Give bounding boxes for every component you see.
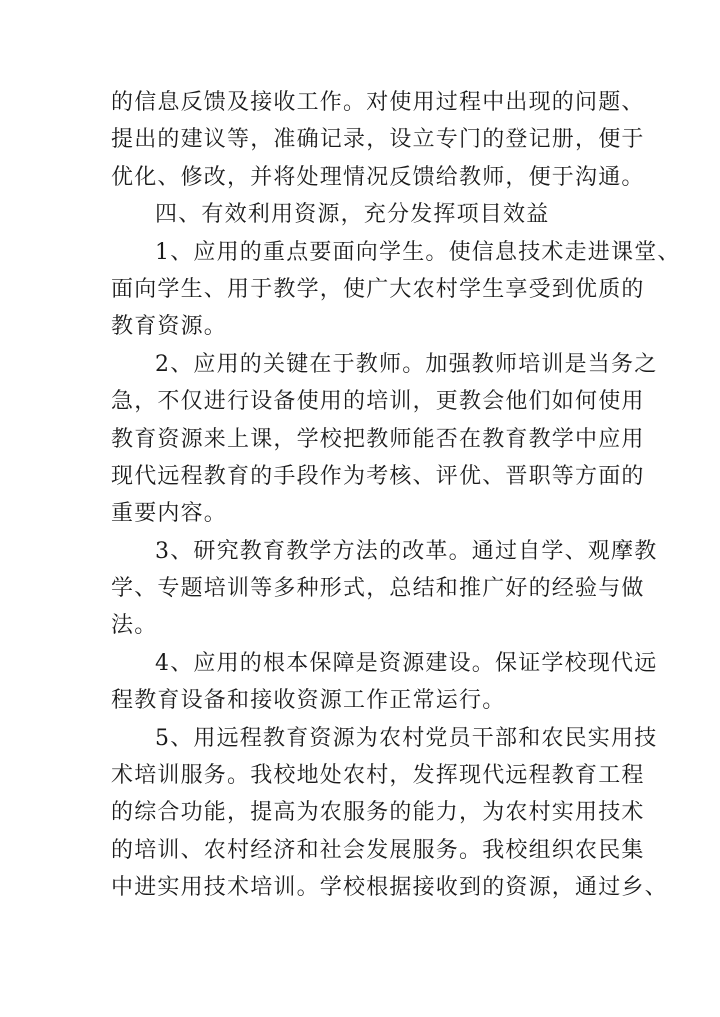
text-line: 的信息反馈及接收工作。对使用过程中出现的问题、 bbox=[111, 90, 645, 115]
text-line: 中进实用技术培训。学校根据接收到的资源，通过乡、 bbox=[111, 875, 668, 901]
text-line: 优化、修改，并将处理情况反馈给教师，便于沟通。 bbox=[111, 164, 645, 190]
text-line: 4、应用的根本保障是资源建设。保证学校现代远 bbox=[155, 650, 658, 676]
text-line: 提出的建议等，准确记录，设立专门的登记册，便于 bbox=[111, 127, 645, 153]
text-line: 重要内容。 bbox=[111, 501, 228, 527]
text-line: 面向学生、用于教学，使广大农村学生享受到优质的 bbox=[111, 276, 645, 302]
text-line: 学、专题培训等多种形式，总结和推广好的经验与做 bbox=[111, 576, 645, 602]
text-line: 的综合功能，提高为农服务的能力，为农村实用技术 bbox=[111, 800, 645, 826]
text-line: 2、应用的关键在于教师。加强教师培训是当务之 bbox=[155, 351, 658, 377]
text-line: 现代远程教育的手段作为考核、评优、晋职等方面的 bbox=[111, 463, 645, 489]
text-line: 术培训服务。我校地处农村，发挥现代远程教育工程 bbox=[111, 763, 645, 789]
text-line: 5、用远程教育资源为农村党员干部和农民实用技 bbox=[155, 725, 658, 751]
text-line: 的培训、农村经济和社会发展服务。我校组织农民集 bbox=[111, 837, 645, 863]
text-line: 急，不仅进行设备使用的培训，更教会他们如何使用 bbox=[111, 389, 645, 415]
text-line: 程教育设备和接收资源工作正常运行。 bbox=[111, 688, 506, 714]
text-line: 教育资源来上课，学校把教师能否在教育教学中应用 bbox=[111, 426, 645, 452]
text-line: 法。 bbox=[111, 613, 158, 639]
text-line: 1、应用的重点要面向学生。使信息技术走进课堂、 bbox=[155, 239, 681, 265]
text-line: 四、有效利用资源，充分发挥项目效益 bbox=[155, 202, 550, 228]
text-line: 教育资源。 bbox=[111, 314, 228, 340]
document-body bbox=[111, 84, 681, 907]
text-line: 3、研究教育教学方法的改革。通过自学、观摩教 bbox=[155, 538, 658, 564]
